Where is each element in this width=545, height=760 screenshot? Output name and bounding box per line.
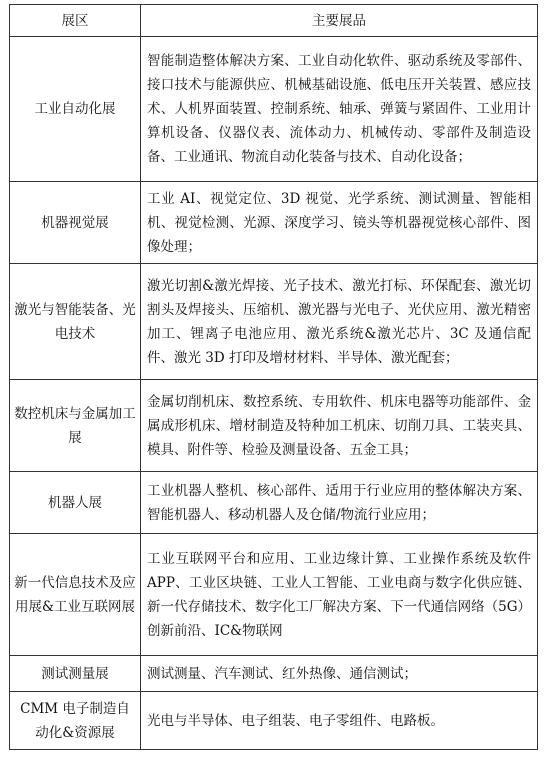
table-row <box>10 472 538 534</box>
table-header-row <box>10 5 538 37</box>
table-row <box>10 534 538 656</box>
table-row <box>10 656 538 692</box>
zone-cell: 测试测量展 <box>10 656 141 692</box>
zone-cell: 新一代信息技术及应用展&工业互联网展 <box>10 534 141 656</box>
zone-cell: 激光与智能装备、光电技术 <box>10 264 141 380</box>
table-row <box>10 182 538 264</box>
exhibit-table <box>9 4 538 750</box>
exhibits-cell: 激光切割&激光焊接、光子技术、激光打标、环保配套、激光切割头及焊接头、压缩机、激光器与光电子、光伏应用、激光精密加工、锂离子电池应用、激光系统&激光芯片、3C 及通信配件、激光 3D 打印及增材材料、半导体、激光配套； <box>141 264 538 380</box>
exhibits-cell: 工业 AI、视觉定位、3D 视觉、光学系统、测试测量、智能相机、视觉检测、光源、深度学习、镜头等机器视觉核心部件、图像处理； <box>141 182 538 264</box>
zone-cell: 机器视觉展 <box>10 182 141 264</box>
exhibits-cell: 光电与半导体、电子组装、电子零组件、电路板。 <box>141 692 538 750</box>
exhibits-cell: 工业机器人整机、核心部件、适用于行业应用的整体解决方案、智能机器人、移动机器人及仓储/物流行业应用； <box>141 472 538 534</box>
exhibits-cell: 工业互联网平台和应用、工业边缘计算、工业操作系统及软件 APP、工业区块链、工业人工智能、工业电商与数字化供应链、新一代存储技术、数字化工厂解决方案、下一代通信网络（5G）创新前沿、IC&物联网 <box>141 534 538 656</box>
zone-cell: 机器人展 <box>10 472 141 534</box>
zone-cell: 数控机床与金属加工展 <box>10 380 141 472</box>
exhibits-cell: 智能制造整体解决方案、工业自动化软件、驱动系统及零部件、接口技术与能源供应、机械基础设施、低电压开关装置、感应技术、人机界面装置、控制系统、轴承、弹簧与紧固件、工业用计算机设备、仪器仪表、流体动力、机械传动、零部件及制造设备、工业通讯、物流自动化装备与技术、自动化设备； <box>141 37 538 182</box>
exhibits-cell: 金属切削机床、数控系统、专用软件、机床电器等功能部件、金属成形机床、增材制造及特种加工机床、切削刀具、工装夹具、模具、附件等、检验及测量设备、五金工具； <box>141 380 538 472</box>
table-row <box>10 37 538 182</box>
header-main-exhibits: 主要展品 <box>141 5 538 37</box>
exhibits-cell: 测试测量、汽车测试、红外热像、通信测试； <box>141 656 538 692</box>
zone-cell: 工业自动化展 <box>10 37 141 182</box>
table-row <box>10 380 538 472</box>
zone-cell: CMM 电子制造自动化&资源展 <box>10 692 141 750</box>
table-row <box>10 264 538 380</box>
header-zone: 展区 <box>10 5 141 37</box>
table-row <box>10 692 538 750</box>
